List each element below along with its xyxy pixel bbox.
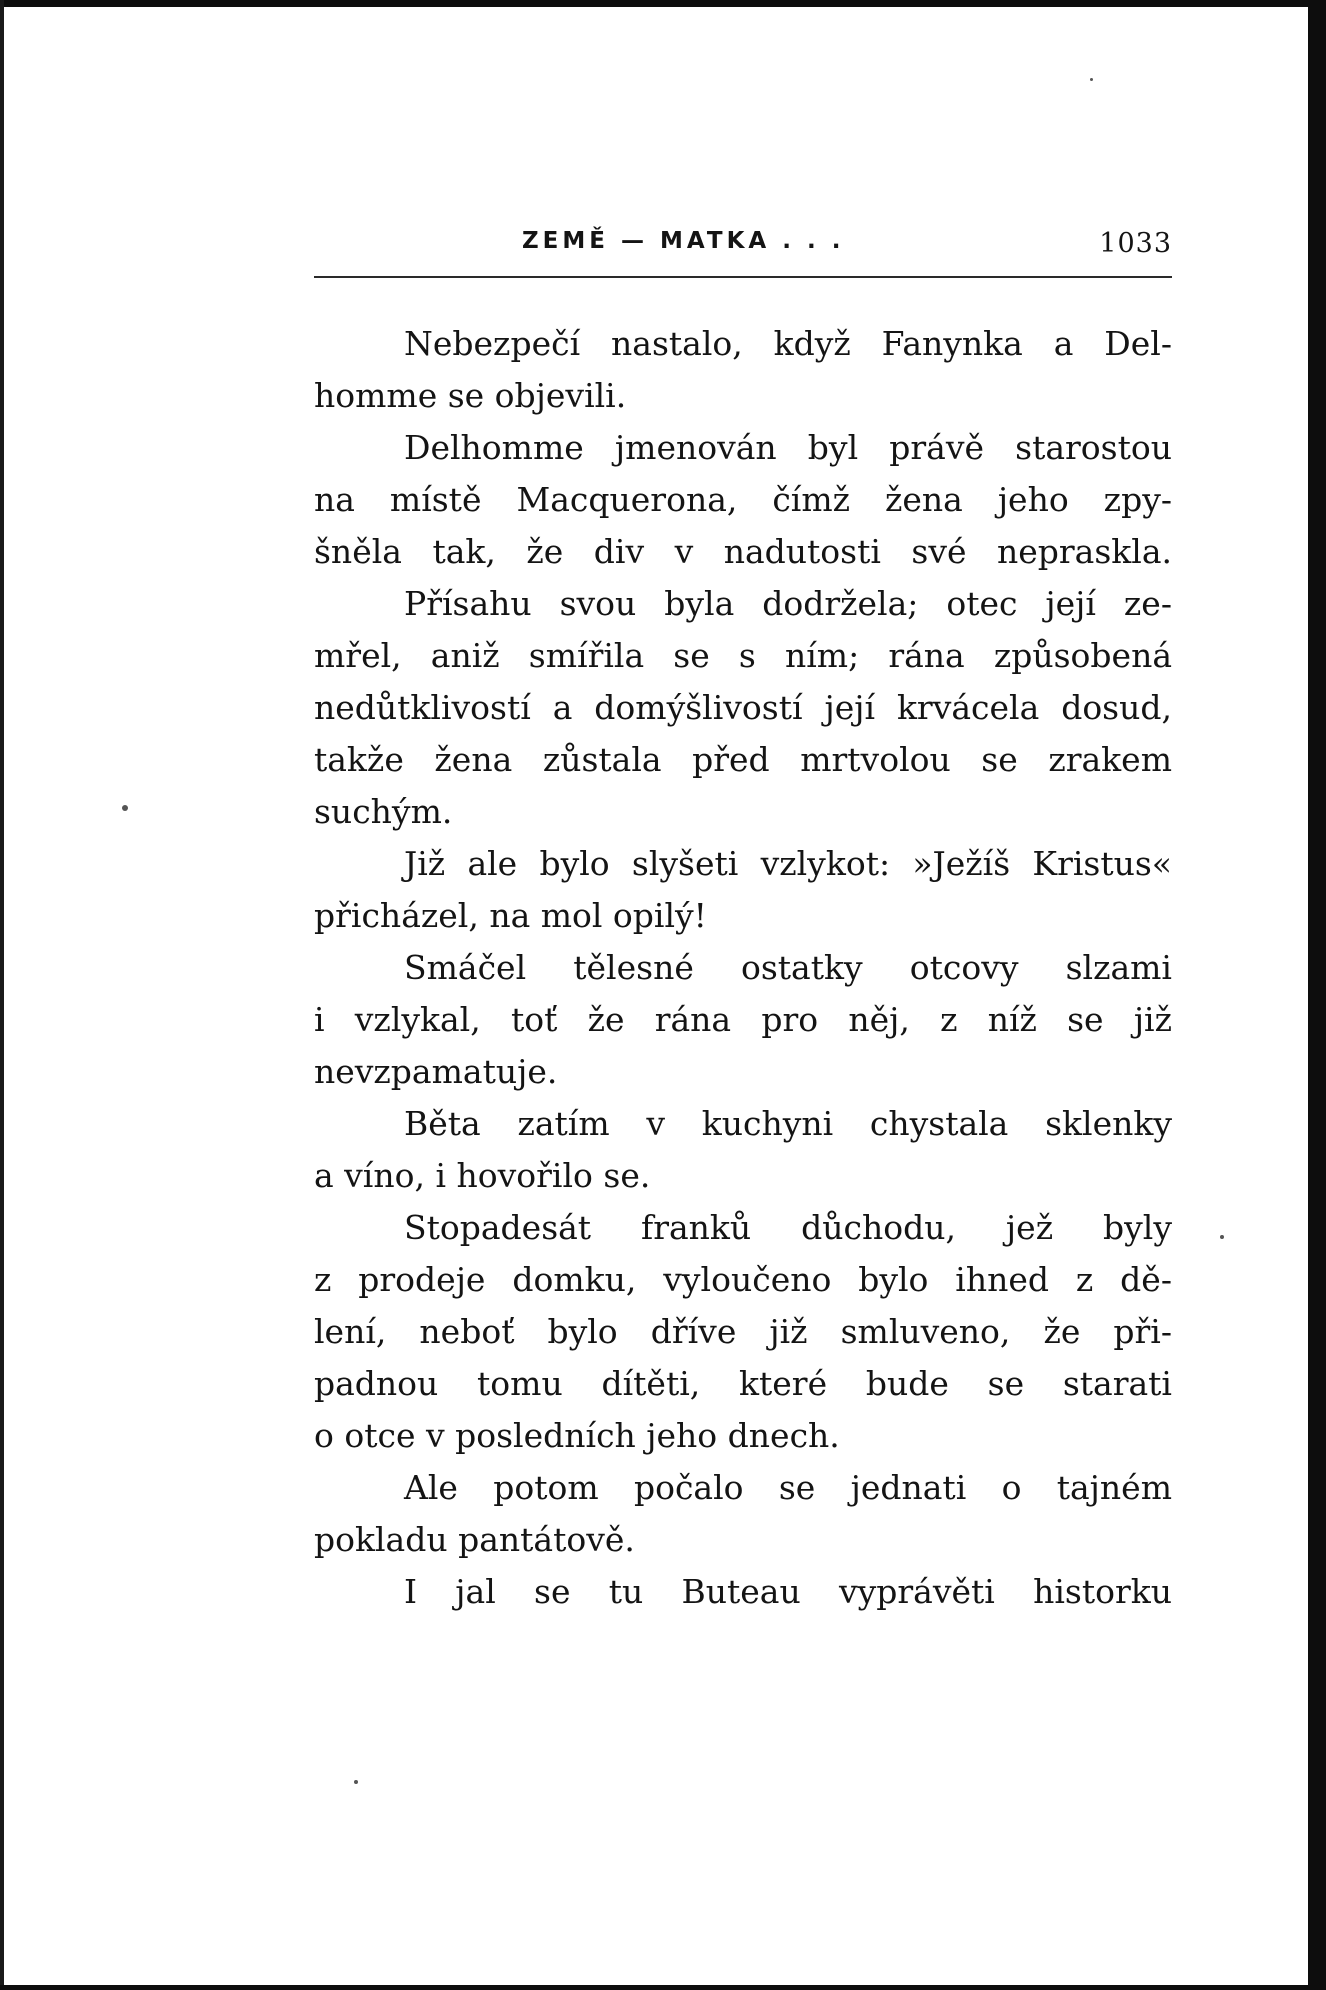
text-line: přicházel, na mol opilý! [314,896,707,935]
text-line: padnou tomu dítěti, které bude se starati [314,1364,1172,1403]
text-line: i vzlykal, toť že rána pro něj, z níž se již [314,1000,1172,1039]
header-rule [314,276,1172,278]
text-line: o otce v posledních jeho dnech. [314,1416,840,1455]
book-page [314,220,1172,1611]
text-line: nevzpamatuje. [314,1052,558,1091]
text-line: šněla tak, že div v nadutosti své nepraskla. [314,532,1172,571]
text-line: lení, neboť bylo dříve již smluveno, že při- [314,1312,1172,1351]
text-line: takže žena zůstala před mrtvolou se zrakem [314,740,1172,779]
text-line: suchým. [314,792,453,831]
scan-border-right [1308,0,1326,1990]
text-line: mřel, aniž smířila se s ním; rána způsobená [314,636,1172,675]
text-line: homme se objevili. [314,376,627,415]
text-line: Smáčel tělesné ostatky otcovy slzami [404,948,1172,987]
text-line: Ale potom počalo se jednati o tajném [404,1468,1172,1507]
scan-border-left [0,0,4,1990]
scan-border-bottom [0,1985,1326,1990]
text-line: z prodeje domku, vyloučeno bylo ihned z dě- [314,1260,1172,1299]
scan-speck [122,805,128,811]
text-line: Delhomme jmenován byl právě starostou [404,428,1172,467]
text-line: nedůtklivostí a domýšlivostí její krvácela dosud, [314,688,1172,727]
text-line: Běta zatím v kuchyni chystala sklenky [404,1104,1172,1143]
scan-border-top [0,0,1326,7]
text-line: Přísahu svou byla dodržela; otec její ze- [404,584,1172,623]
text-line: Stopadesát franků důchodu, jež byly [404,1208,1172,1247]
text-line: I jal se tu Buteau vyprávěti historku [404,1572,1172,1611]
text-line: Nebezpečí nastalo, když Fanynka a Del- [404,324,1172,363]
running-head [314,220,1172,270]
text-line: a víno, i hovořilo se. [314,1156,651,1195]
scan-speck [1220,1235,1224,1239]
scan-speck [1090,78,1093,81]
text-line: pokladu pantátově. [314,1520,635,1559]
running-title: ZEMĚ — MATKA . . . [522,228,845,254]
scan-speck [354,1780,358,1784]
text-line: na místě Macquerona, čímž žena jeho zpy- [314,480,1172,519]
page-number: 1033 [1099,228,1172,259]
text-line: Již ale bylo slyšeti vzlykot: »Ježíš Kristus« [404,844,1172,883]
